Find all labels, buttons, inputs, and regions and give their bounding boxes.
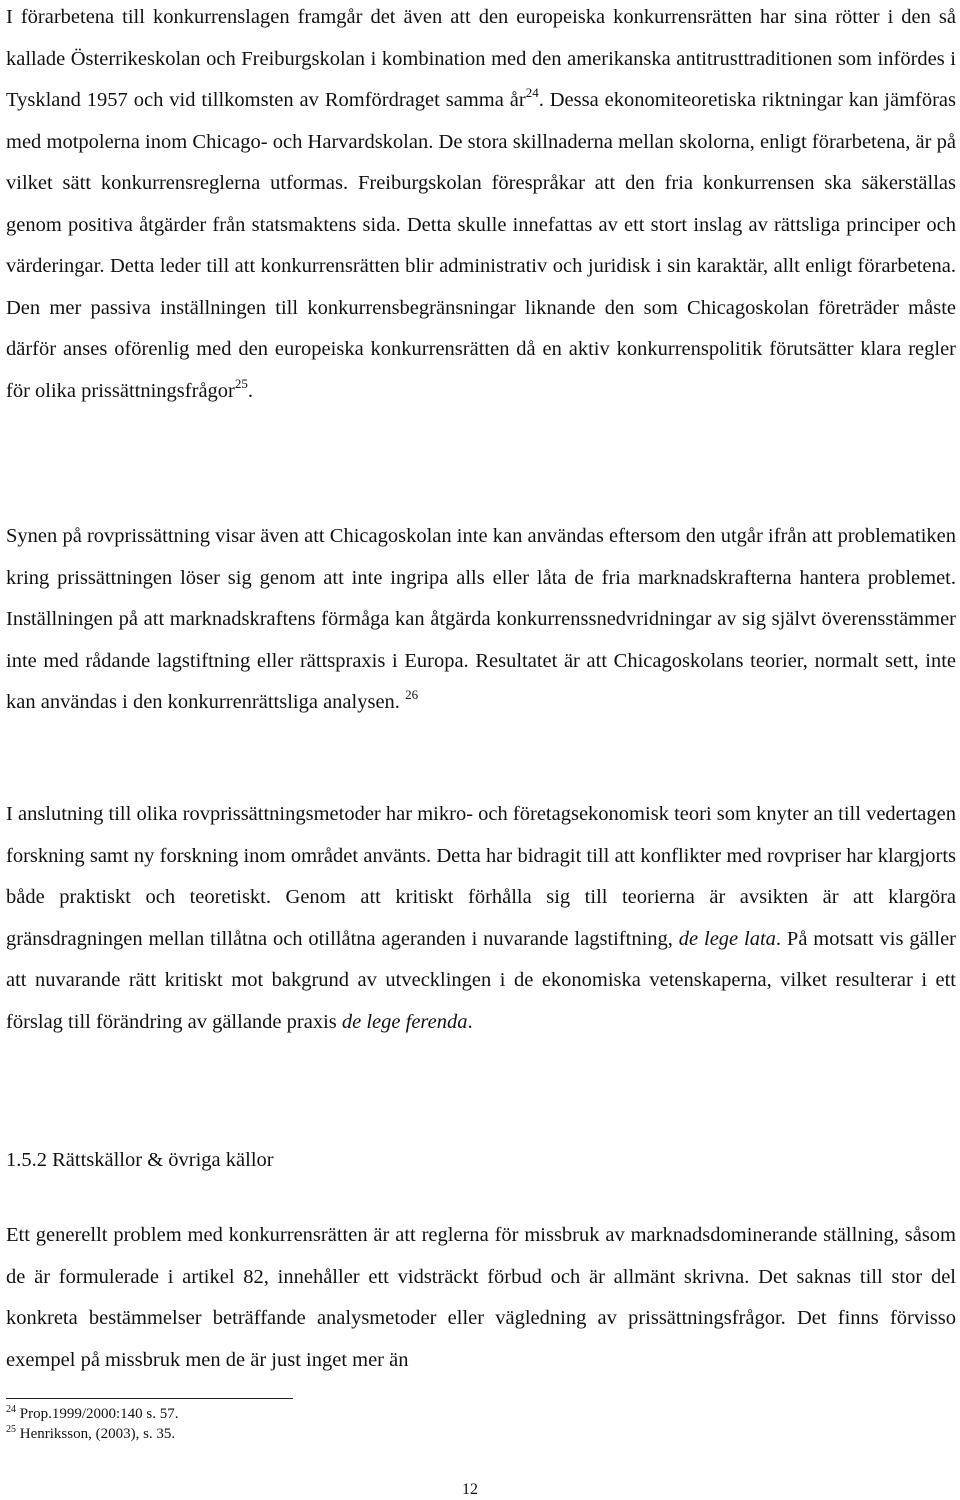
footnote-24 [6,1404,956,1424]
footnotes [6,1404,956,1444]
paragraph-3-text-a: I anslutning till olika rovprissättningsmetoder har mikro- och företagsekonomisk teori som knyter an till vedertagen forskning samt ny forskning inom området använts. Detta har bidragit till att konflikter med rovpriser har klargjorts både praktiskt och teoretiskt. Genom att kritiskt förhålla sig till teorierna är avsikten är att klargöra gränsdragningen mellan tillåtna och otillåtna ageranden i nuvarande lagstiftning, [6,803,956,950]
footnote-divider [6,1398,293,1399]
paragraph-3-text-b: . På motsatt vis gäller att nuvarande rätt kritiskt mot bakgrund av utvecklingen i de ekonomiska vetenskaperna, vilket resulterar i ett förslag till förändring av gällande praxis [6,927,956,1033]
footnote-ref-26[interactable]: 26 [405,687,419,702]
page-number: 12 [462,1481,478,1498]
latin-term-de-lege-lata: de lege lata [678,927,776,950]
footnote-25 [6,1424,956,1444]
footnote-ref-25[interactable]: 25 [234,375,248,391]
footnote-text: Prop.1999/2000:140 s. 57. [16,1406,179,1422]
paragraph-1-text-c: . [247,379,253,402]
latin-term-de-lege-ferenda: de lege ferenda [341,1010,468,1033]
body-paragraph-3 [6,794,956,1043]
footnote-ref-24[interactable]: 24 [525,85,539,100]
paragraph-1-text-a: I förarbetena till konkurrenslagen framgår det även att den europeiska konkurrensrätten har sina rötter i den så kallade Österrikeskolan och Freiburgskolan i kombination med den amerikanska antitrusttraditionen som infördes i Tyskland 1957 och vid tillkomsten av Romfördraget samma år [6,6,956,111]
paragraph-3-text-c: . [467,1010,473,1033]
section-heading: 1.5.2 Rättskällor & övriga källor [6,1149,274,1171]
body-paragraph-1 [6,0,956,412]
paragraph-1-text-b: . Dessa ekonomiteoretiska riktningar kan jämföras med motpolerna inom Chicago- och Harvardskolan. De stora skillnaderna mellan skolorna, enligt förarbetena, är på vilket sätt konkurrensreglerna utformas. Freiburgskolan förespråkar att den fria konkurrensen ska säkerställas genom positiva åtgärder från statsmaktens sida. Detta skulle innefattas av ett stort inslag av rättsliga principer och värderingar. Detta leder till att konkurrensrätten blir administrativ och juridisk i sin karaktär, allt enligt förarbetena. Den mer passiva inställningen till konkurrensbegränsningar liknande den som Chicagoskolan företräder måste därför anses oförenlig med den europeiska konkurrensrätten då en aktiv konkurrenspolitik förutsätter klara regler för olika prissättningsfrågor [6,89,957,402]
body-paragraph-4: Ett generellt problem med konkurrensrätten är att reglerna för missbruk av marknadsdominerande ställning, såsom de är formulerade i artikel 82, innehåller ett vidsträckt förbud och är allmänt skrivna. Det saknas till stor del konkreta bestämmelser beträffande analysmetoder eller vägledning av prissättningsfrågor. Det finns förvisso exempel på missbruk men de är just inget mer än [6,1224,956,1371]
paragraph-2-text: Synen på rovprissättning visar även att Chicagoskolan inte kan användas eftersom den utgår ifrån att problematiken kring prissättningen löser sig genom att inte ingripa alls eller låta de fria marknadskrafterna hantera problemet. Inställningen på att marknadskraftens förmåga kan åtgärda konkurrenssnedvridningar av sig självt överensstämmer inte med rådande lagstiftning eller rättspraxis i Europa. Resultatet är att Chicagoskolans teorier, normalt sett, inte kan användas i den konkurrenrättsliga analysen. [6,525,956,713]
footnote-number: 24 [6,1404,16,1415]
footnote-text: Henriksson, (2003), s. 35. [16,1426,176,1442]
footnote-number: 25 [6,1424,16,1435]
body-paragraph-2 [6,516,956,724]
document-page [6,0,956,1500]
